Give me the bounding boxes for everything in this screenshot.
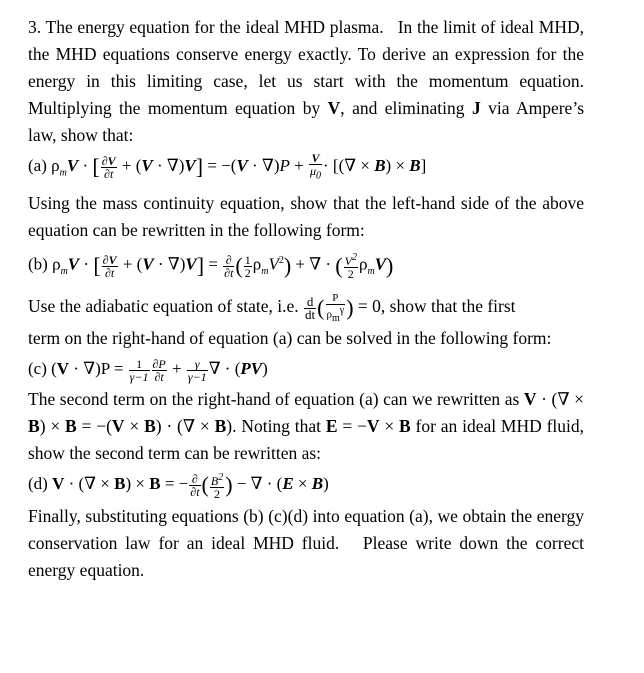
equation-c: (c) (V · ∇)P = $\frac{1}{\gamma-1}$ $\frac{\partial P}{\partial t}$ + $\frac{\gamma}{\gamma-1}$ ∇ · (PV): [28, 357, 268, 385]
equation-d: (d) V · (∇ × B) × B = − $\frac{\partial}{\partial t}$ ( $\frac{B^2}{2}$ ) − ∇ · (E × B): [28, 471, 329, 501]
paragraph-b: Using the mass continuity equation, show that the left-hand side of the above equation can be rewritten in the following form:: [28, 193, 584, 241]
paragraph-c: Use the adiabatic equation of state, i.e. $\frac{d}{dt}$ ( $\frac{P}{\rho_m^\gamma}$ ) = 0, show that the first term on the right-hand of equation (a) can be solved in the following form:: [28, 292, 552, 349]
problem-text: [28, 14, 584, 584]
paragraph-d: The second term on the right-hand of equation (a) can we rewritten as V · (∇ × B) × B = −(V × B) · (∇ × B). Noting that E = −V × B for an ideal MHD fluid, show the second term can be rewritten as:: [28, 389, 584, 464]
equation-b: (b) $\rho_mV$ · [ $\frac{\partial V}{\partial t}$ + (V · ∇)V] = $\frac{\partial}{\partial t}$ ( $\frac{1}{2}$ $\rho_mV^2$) + ∇ · ( $\frac{V^2}{2}$ $\rho_mV$): [28, 252, 394, 282]
equation-a: (a) $\rho_mV$ · [ $\frac{\partial V}{\partial t}$ + (V · ∇)V] = −(V · ∇)P + $\frac{V}{\mu_0}$ · [(∇ × B) × B]: [28, 150, 427, 182]
final-paragraph: Finally, substituting equations (b) (c)(d) into equation (a), we obtain the energy conservation law for an ideal MHD fluid. Please write down the correct energy equation.: [28, 505, 584, 580]
intro-paragraph: 3. The energy equation for the ideal MHD plasma. In the limit of ideal MHD, the MHD equations conserve energy exactly. To derive an expression for the energy in this limiting case, let us start with the momentum equation. Multiplying the momentum equation by V, and eliminating J via Ampere’s law, show that:: [28, 17, 584, 145]
